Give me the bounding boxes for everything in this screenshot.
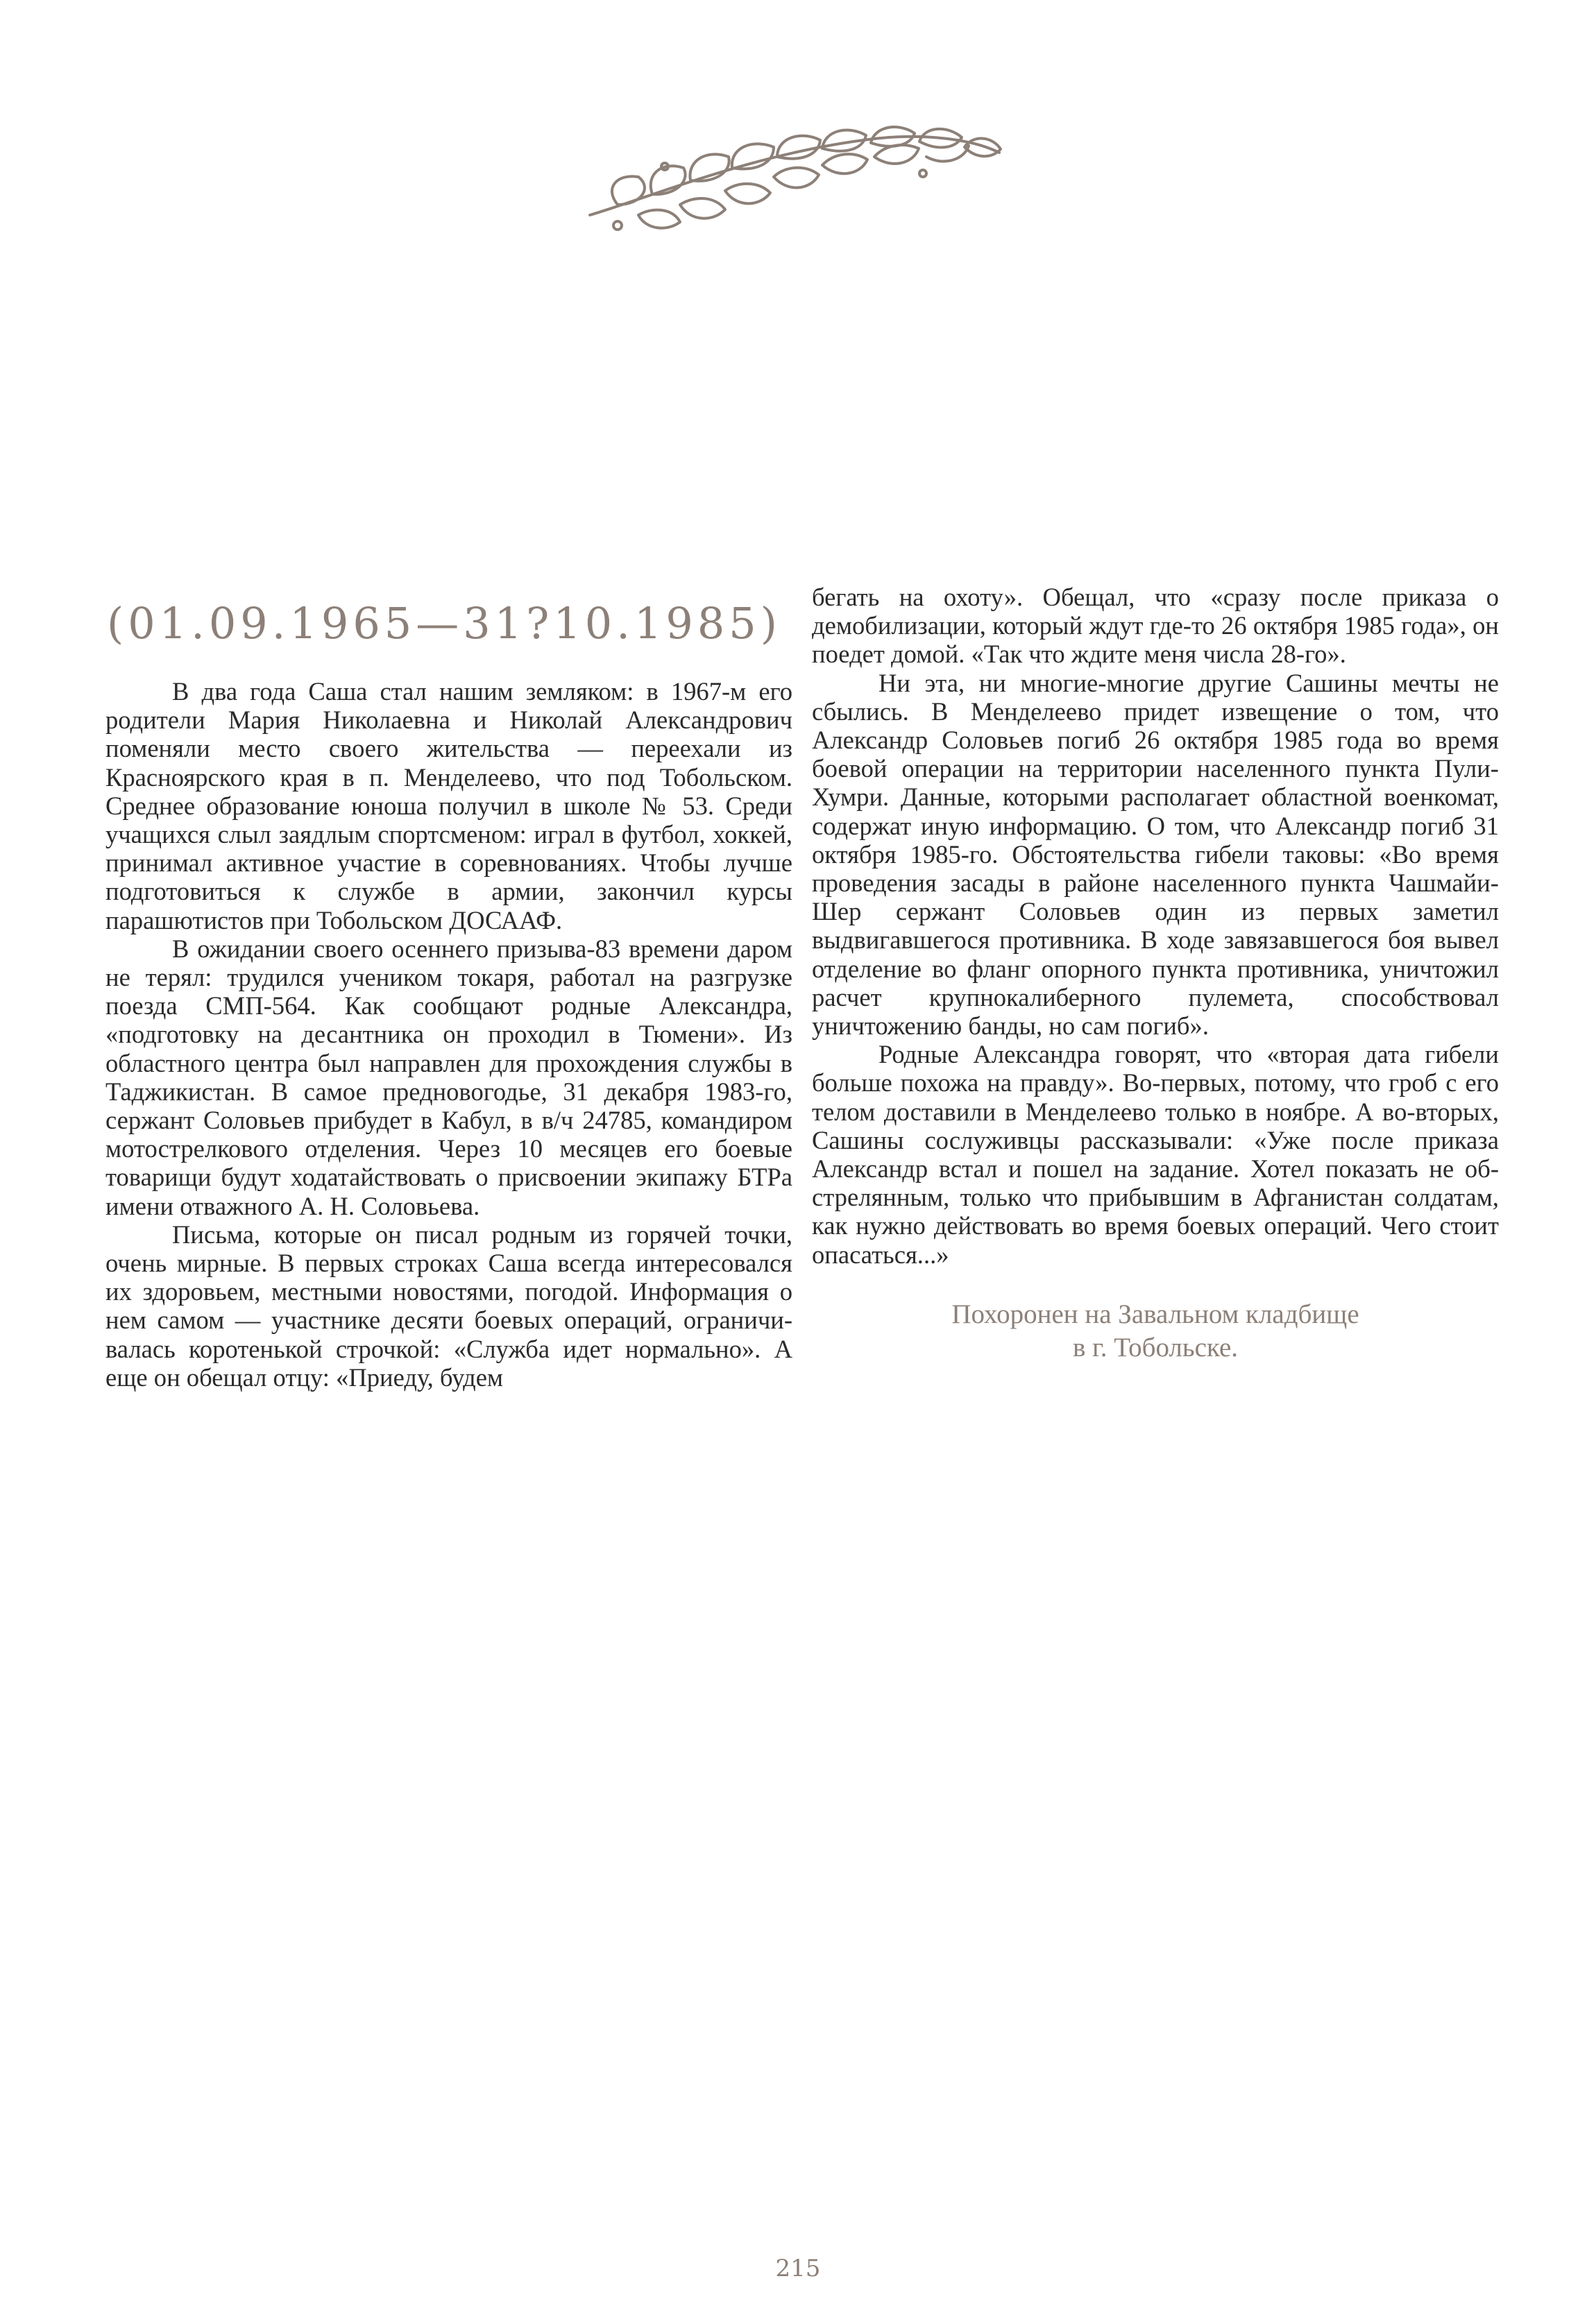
burial-line: в г. Тобольске. (1072, 1332, 1239, 1362)
paragraph: Ни эта, ни многие-многие другие Сашины мечты не сбылись. В Менделеево придет извещение о том, что Александр Соловьев погиб 26 октября 1985 года во время боевой операции на территории населенного пункта Пули-Хумри. Данные, которыми располагает областной военкомат, содержат иную информацию. О том, что Александр погиб 31 октября 1985-го. Обстоятельства гибели таковы: «Во время проведения засады в районе населенного пункта Чашмайи-Шер сержант Соловьев один из первых заметил выдвигавшегося противника. В ходе завязавшегося боя вывел отделение во фланг опорного пункта противника, уничтожил расчет крупнокалиберного пулемета, способствовал уничтожению банды, но сам погиб». (812, 668, 1499, 1041)
laurel-branch-icon (576, 111, 1013, 236)
paragraph: В ожидании своего осеннего призыва-83 времени даром не терял: трудился учеником токаря, работал на разгрузке поезда СМП-564. Как сообщают родные Александра, «подготовку на десантника он проходил в Тюмени». Из областного центра был направлен для прохождения службы в Таджикистан. В самое предновогодье, 31 декабря 1983-го, сержант Соловьев прибудет в Кабул, в в/ч 24785, командиром мотострелкового отделения. Через 10 месяцев его боевые товарищи будут ходатайствовать о присвоении экипажу БТРа имени отважного А. Н. Соловьева. (105, 934, 792, 1220)
burial-note (812, 1298, 1499, 1365)
text-column-left (105, 677, 792, 1392)
burial-line: Похоронен на Завальном кладбище (951, 1299, 1359, 1329)
paragraph: Родные Александра говорят, что «вторая дата гибели больше похожа на правду». Во-первых, потому, что гроб с его телом доставили в Менделеево только в ноябре. А во-вторых, Сашины сослуживцы рассказывали: «Уже после приказа Александр встал и пошел на задание. Хотел показать не обстрелянным, только что прибывшим в Афганистан солдатам, как нужно действовать во время боевых операций. Чего стоит опасаться...» (812, 1040, 1499, 1269)
paragraph: бегать на охоту». Обещал, что «сразу после приказа о демобилизации, который ждут где-то 26 октября 1985 года», он поедет домой. «Так что ждите меня числа 28-го». (812, 583, 1499, 669)
paragraph: Письма, которые он писал родным из горячей точки, очень мирные. В первых строках Саша всегда интересовался их здоровьем, местными новостями, погодой. Информация о нем самом — участнике десяти боевых операций, ограничивалась коротенькой строчкой: «Служба идет нормально». А еще он обещал отцу: «Приеду, будем (105, 1220, 792, 1392)
page-number: 215 (775, 2255, 821, 2282)
life-dates-heading: (01.09.1965—31?10.1985) (107, 598, 781, 649)
text-column-right (812, 583, 1499, 1365)
paragraph: В два года Саша стал нашим земляком: в 1967-м его родители Мария Николаевна и Николай Александрович поменяли место своего жительства — переехали из Красноярского края в п. Менделеево, что под Тобольском. Среднее образование юноша получил в школе № 53. Среди учащихся слыл заядлым спортсменом: играл в футбол, хоккей, принимал активное участие в соревнованиях. Чтобы лучше подготовиться к службе в армии, закончил курсы парашютистов при Тобольском ДОСААФ. (105, 677, 792, 934)
